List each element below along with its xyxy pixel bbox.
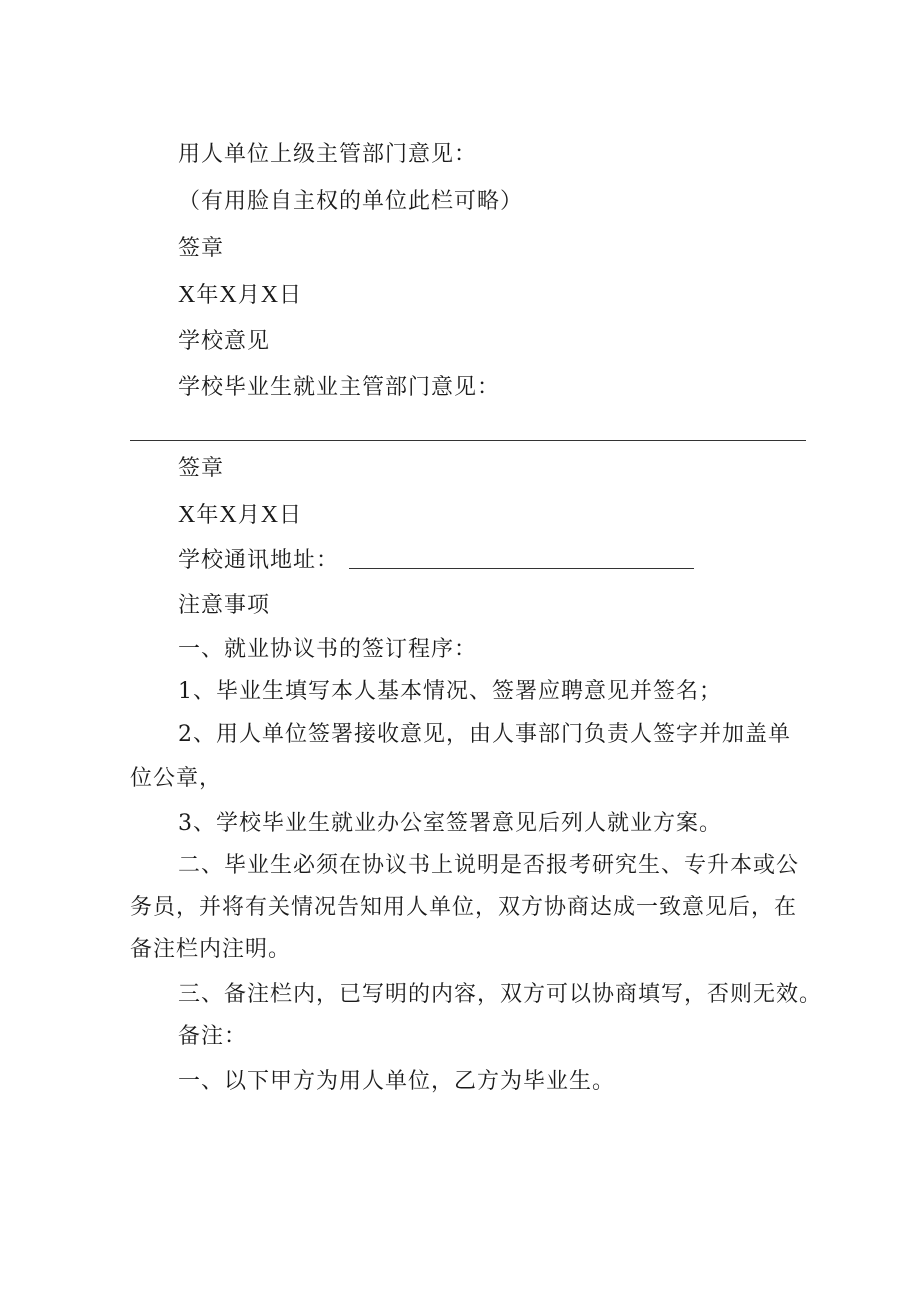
procedure-step-2-cont: 位公章， [130,766,223,791]
date-day-1: 日 [279,283,303,308]
item-2-line-3: 备注栏内注明。 [130,937,292,962]
school-address-blank [349,546,694,569]
procedure-step-1: 1、毕业生填写本人基本情况、签署应聘意见并签名； [178,679,722,704]
date-line-2 [178,500,302,531]
date-x-6: X [260,502,280,528]
date-day-2: 日 [279,503,303,528]
notes-title: 注意事项 [178,593,271,618]
date-month-2: 月 [237,503,261,528]
school-address-label: 学校通讯地址： [178,548,340,573]
item-3: 三、备注栏内，已写明的内容，双方可以协商填写，否则无效。 [178,982,823,1007]
date-x-2: X [219,282,238,308]
date-year-1: 年 [196,283,220,308]
remark-1: 一、以下甲方为用人单位，乙方为毕业生。 [178,1069,616,1094]
seal-label-1: 签章 [178,236,225,261]
remarks-title: 备注： [178,1024,248,1049]
procedure-heading: 一、就业协议书的签订程序： [178,637,478,662]
signature-rule [130,440,806,441]
date-x-1: X [178,282,197,308]
date-x-4: X [178,502,197,528]
date-month-1: 月 [237,283,261,308]
school-dept-opinion-label: 学校毕业生就业主管部门意见： [178,375,501,400]
seal-label-2: 签章 [178,456,225,481]
procedure-step-3: 3、学校毕业生就业办公室签署意见后列人就业方案。 [178,811,722,836]
item-2-line-1: 二、毕业生必须在协议书上说明是否报考研究生、专升本或公 [178,853,800,878]
procedure-step-2: 2、用人单位签署接收意见，由人事部门负责人签字并加盖单 [178,722,791,747]
school-opinion-heading: 学校意见 [178,329,271,354]
date-year-2: 年 [196,503,220,528]
item-2-line-2: 务员，并将有关情况告知用人单位，双方协商达成一致意见后，在 [130,895,798,920]
date-x-5: X [219,502,238,528]
optional-note: （有用脸自主权的单位此栏可略） [178,189,524,214]
date-x-3: X [260,282,280,308]
date-line-1 [178,280,302,311]
school-address-line [178,546,694,576]
superior-dept-opinion-label: 用人单位上级主管部门意见： [178,142,478,167]
